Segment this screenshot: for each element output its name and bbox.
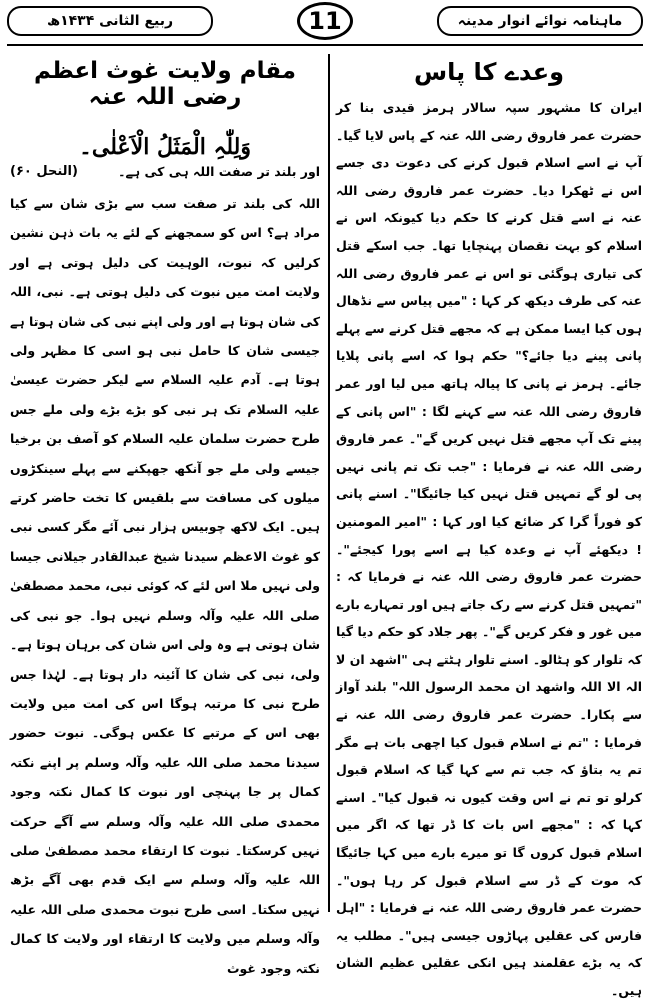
left-article <box>10 56 320 983</box>
verse-translation: اور بلند تر صفت اللہ ہی کی ہے۔ <box>118 164 320 179</box>
right-article <box>336 56 642 1005</box>
left-article-title: مقام ولایت غوث اعظم رضی اللہ عنہ <box>34 58 296 110</box>
left-article-body: اللہ کی بلند تر صفت سب سے بڑی شان سے کیا مراد ہے؟ اس کو سمجھنے کے لئے یہ بات ذہن نشین کرلیں کہ نبوت، الوہیت کی دلیل ہوتی ہے اور ولایت امت میں نبوت کی دلیل ہوتی ہے۔ نبی، اللہ کی شان ہوتا ہے اور ولی اپنے نبی کی شان ہوتا ہے جیسی شان کا حامل نبی ہو اسی کا مظہر ولی ہوتا ہے۔ آدم علیہ السلام سے لیکر حضرت عیسیٰ علیہ السلام تک ہر نبی کو بڑے بڑے ولی ملے جس طرح حضرت سلمان علیہ السلام کو آصف بن برخیا جیسے ولی ملے جو آنکھ جھپکنے سے پہلے سینکڑوں میلوں کی مسافت سے بلقیس کا تخت حاضر کرتے ہیں۔ ایک لاکھ چوبیس ہزار نبی آئے مگر کسی نبی کو غوث الاعظم سیدنا شیخ عبدالقادر جیلانی جیسا ولی نہیں ملا اس لئے کہ کوئی نبی، محمد مصطفیٰ صلی اللہ علیہ وآلہ وسلم نہیں ہوا۔ جو نبی کی شان ہوتی ہے وہ ولی اس شان کی برہان ہوتا ہے۔ ولی، نبی کی شان کا آئینہ دار ہوتا ہے۔ لہٰذا جس طرح نبی کا مرتبہ ہوگا اس کی امت میں ولایت بھی اس کے مرتبے کا عکس ہوگی۔ نبوت حضور سیدنا محمد صلی اللہ علیہ وآلہ وسلم پر اپنے نکتہ کمال پر جا پہنچی اور نبوت کا کمال نکتہ وجود محمدی صلی اللہ علیہ وآلہ وسلم سے آگے حرکت نہیں کرسکتا۔ نبوت کا ارتقاء محمد مصطفیٰ صلی اللہ علیہ وآلہ وسلم سے ایک قدم بھی آگے بڑھ نہیں سکتا۔ اسی طرح نبوت محمدی صلی اللہ علیہ وآلہ وسلم میں ولایت کا ارتقاء اور ولایت کا کمال نکتہ وجود غوث <box>10 196 320 976</box>
verse-translation-row <box>10 164 320 179</box>
page-number: 11 <box>297 2 353 40</box>
magazine-name-header: ماہنامہ نوائے انوار مدینہ <box>437 6 643 36</box>
column-divider <box>328 54 330 912</box>
header-divider <box>7 44 643 46</box>
quran-verse: وَلِلّٰہِ الْمَثَلُ الْاَعْلٰی۔ <box>79 134 251 160</box>
issue-date-header: ربیع الثانی ۱۴۳۴ھ <box>7 6 213 36</box>
right-article-body: ایران کا مشہور سپہ سالار ہرمز قیدی بنا کر حضرت عمر فاروق رضی اللہ عنہ کے پاس لایا گیا۔ آپ نے اسے اسلام قبول کرنے کی دعوت دی جسے اس نے ٹھکرا دیا۔ حضرت عمر فاروق رضی اللہ عنہ نے اسے قتل کرنے کا حکم دیا کیونکہ اس نے اسلام کو بہت نقصان پہنچایا تھا۔ جب اسکے قتل کی تیاری ہوگئی تو اس نے عمر فاروق رضی اللہ عنہ کی طرف دیکھ کر کہا : "میں پیاس سے نڈھال ہوں کیا ایسا ممکن ہے کہ مجھے قتل کرنے سے پہلے پانی پینے دیا جائے؟" حکم ہوا کہ اسے پانی پلایا جائے۔ ہرمز نے پانی کا پیالہ ہاتھ میں لیا اور عمر فاروق رضی اللہ عنہ سے کہنے لگا : "اس پانی کے پینے تک آپ مجھے قتل نہیں کریں گے"۔ عمر فاروق رضی اللہ عنہ نے فرمایا : "جب تک تم پانی نہیں پی لو گے تمہیں قتل نہیں کیا جائیگا"۔ اسنے پانی کو فوراً گرا کر ضائع کیا اور کہا : "امیر المومنین ! دیکھئے آپ نے وعدہ کیا ہے اسے پورا کیجئے"۔ حضرت عمر فاروق رضی اللہ عنہ نے فرمایا کہ : "تمہیں قتل کرنے سے رک جاتے ہیں اور تمہارے بارے میں غور و فکر کریں گے"۔ پھر جلاد کو حکم دیا گیا کہ تلوار کو ہٹالو۔ اسنے تلوار ہٹتے ہی "اشھد ان لا الہ الا اللہ واشھد ان محمد الرسول اللہ" بلند آواز سے پکارا۔ حضرت عمر فاروق رضی اللہ عنہ نے فرمایا : "تم نے اسلام قبول کیا اچھی بات ہے مگر تم یہ بتاؤ کہ جب تم سے کہا گیا کہ اسلام قبول کرلو تو تم نے اس وقت کیوں نہ قبول کیا"۔ اسنے کہا کہ : "مجھے اس بات کا ڈر تھا کہ اگر میں اسلام قبول کروں گا تو میرے بارے میں کہا جائیگا کہ موت کے ڈر سے اسلام قبول کر رہا ہوں"۔ حضرت عمر فاروق رضی اللہ عنہ نے فرمایا : "اہل فارس کی عقلیں پہاڑوں جیسی ہیں"۔ مطلب یہ کہ یہ بڑے عقلمند ہیں انکی عقلیں عظیم الشان ہیں۔ <box>336 100 642 998</box>
verse-reference: (النحل ۶۰) <box>10 164 78 179</box>
right-article-title: وعدے کا پاس <box>413 58 565 86</box>
